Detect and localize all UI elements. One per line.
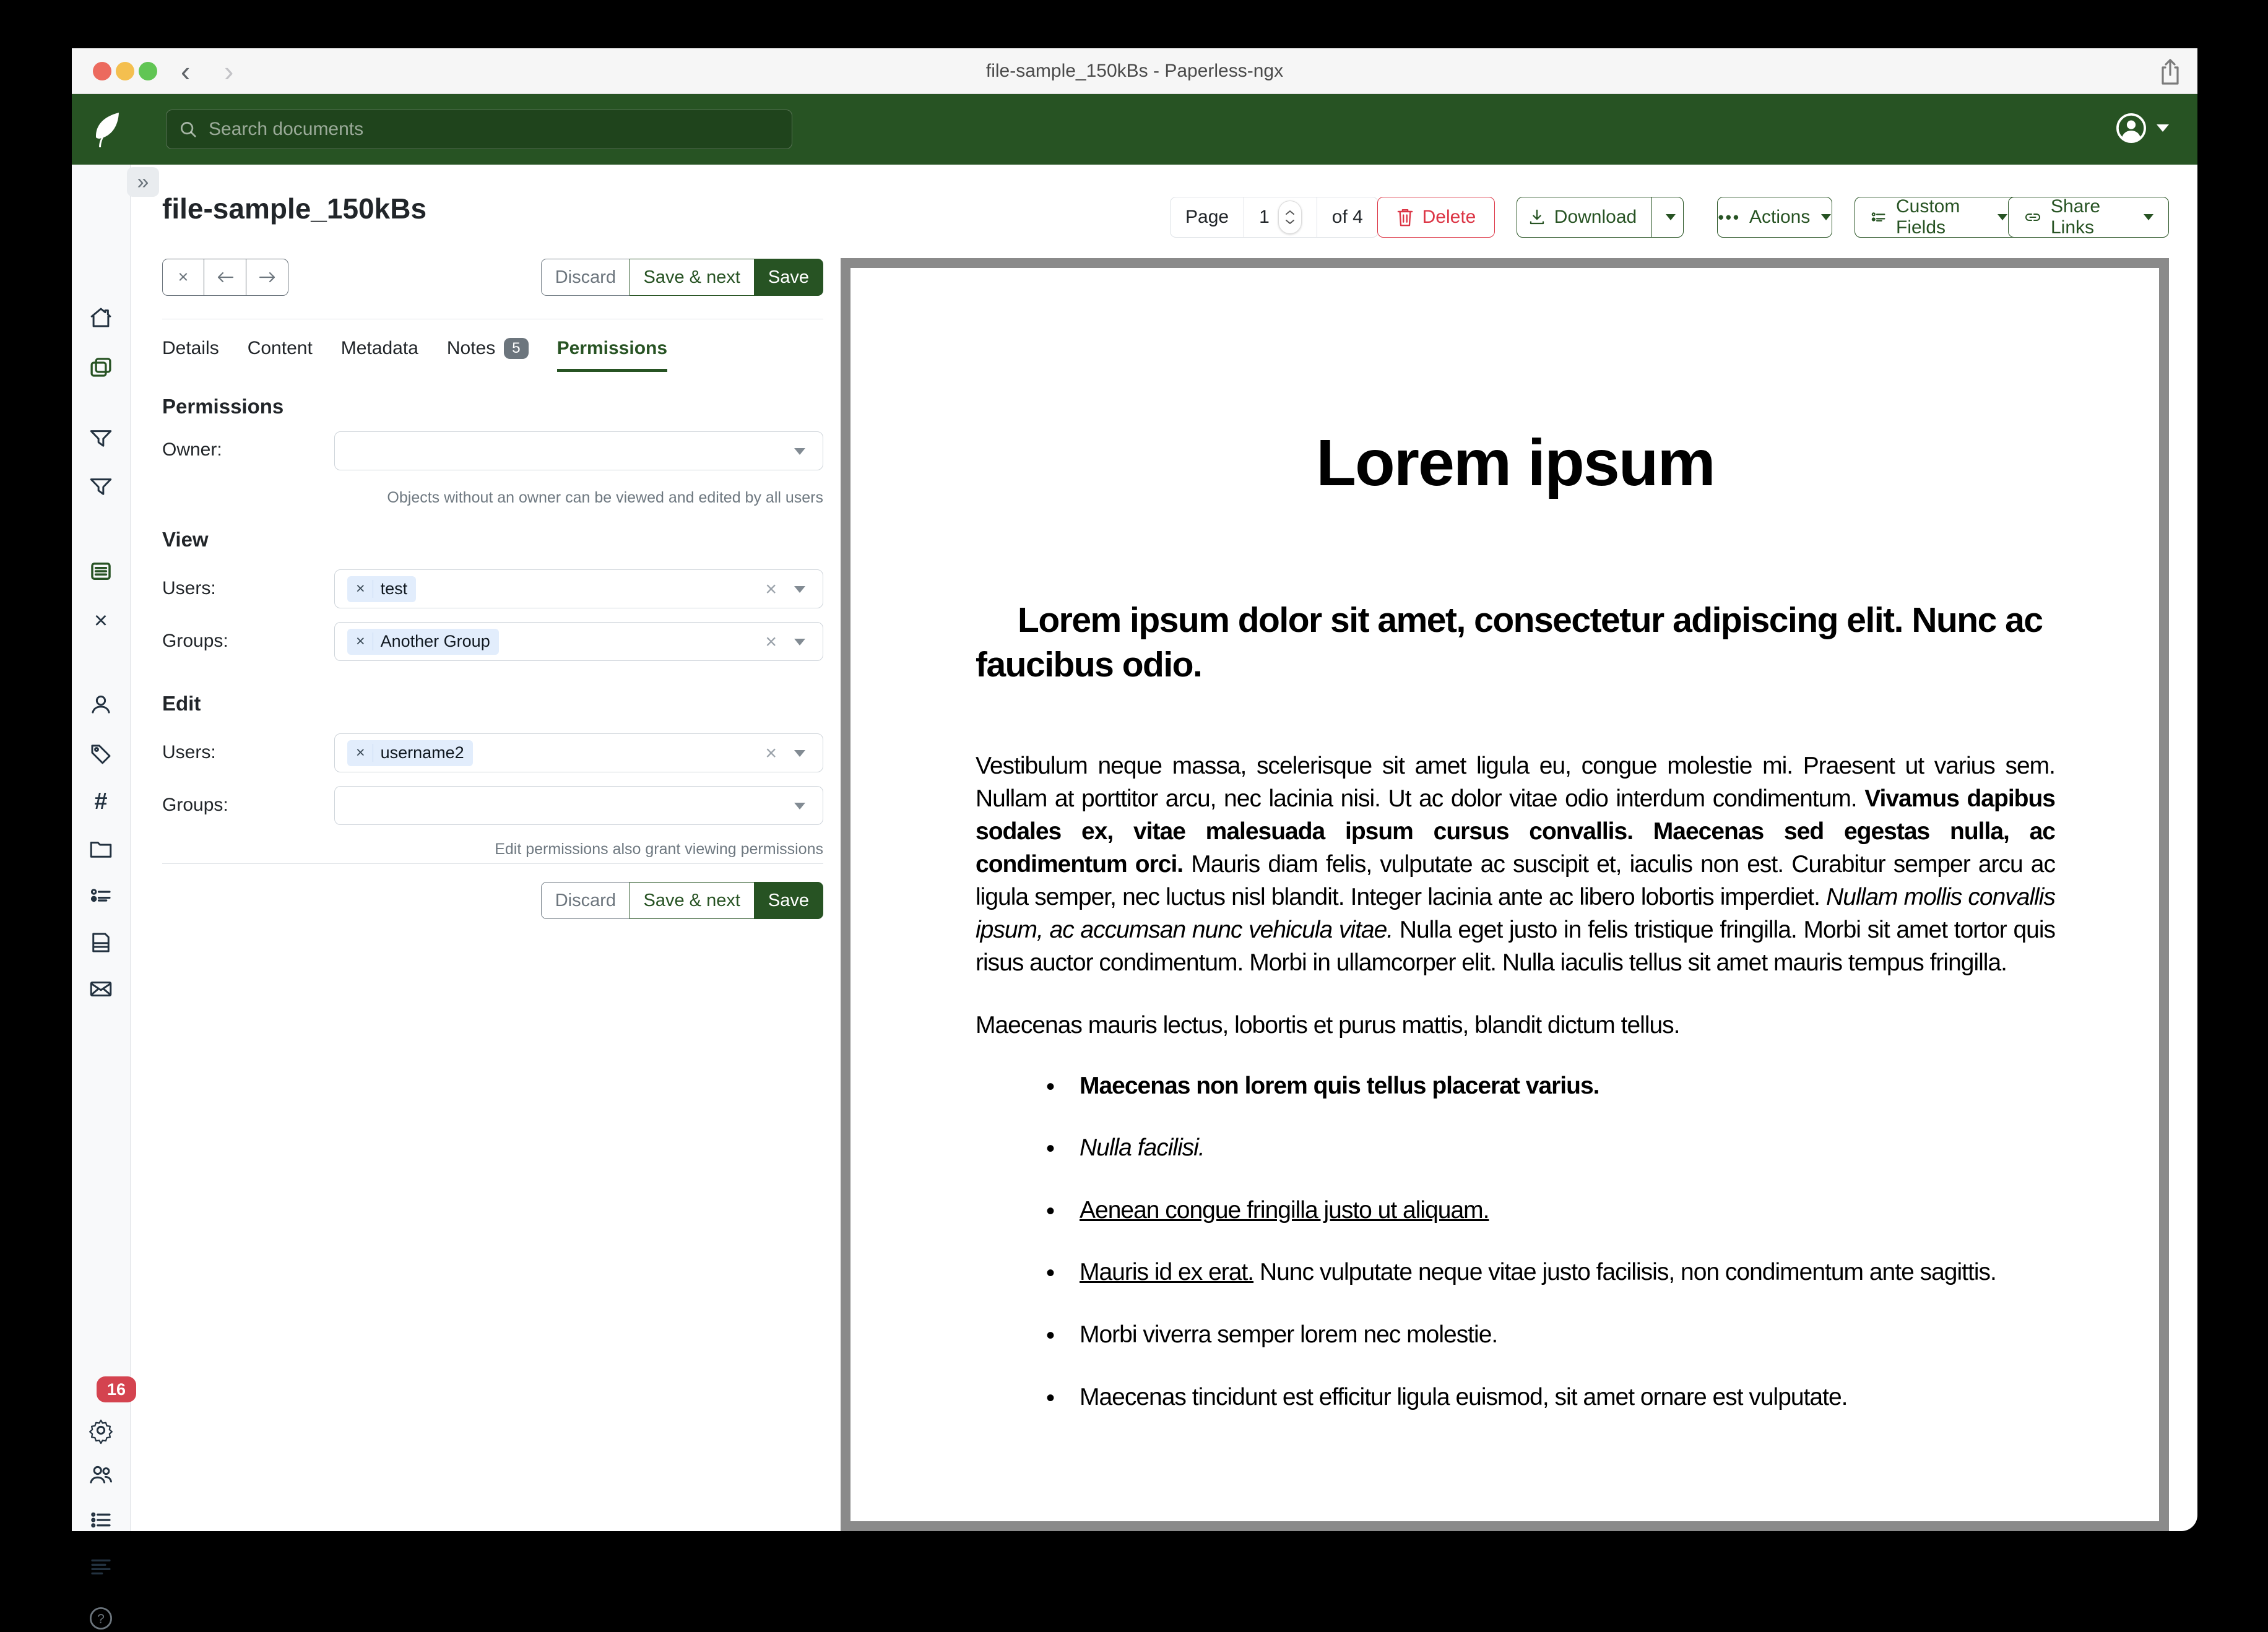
clear-selection-icon[interactable]: ×: [765, 630, 777, 652]
tab-metadata[interactable]: Metadata: [340, 338, 418, 358]
users-groups-icon[interactable]: [87, 1461, 115, 1488]
search-bar: [166, 110, 792, 149]
page-total-label: of 4: [1331, 207, 1363, 227]
view-groups-label: Groups:: [162, 631, 228, 651]
clear-selection-icon[interactable]: ×: [765, 741, 777, 764]
save-button[interactable]: Save: [755, 259, 823, 296]
list-item: • Mauris id ex erat. Nunc vulputate neque vitae justo facilisis, non condimentum ante sagittis.: [1080, 1255, 2055, 1290]
next-document-button[interactable]: [246, 259, 288, 296]
page-stepper[interactable]: [1278, 201, 1302, 234]
chevron-down-icon: [794, 639, 805, 645]
mail-icon[interactable]: [87, 975, 115, 1003]
storage-paths-folder-icon[interactable]: [87, 835, 115, 863]
tab-details[interactable]: Details: [162, 338, 219, 358]
document-bullet-list: [976, 1069, 2055, 1415]
selected-user-chip: × username2: [347, 740, 473, 766]
link-icon: [2023, 210, 2042, 225]
tab-content[interactable]: Content: [247, 338, 313, 358]
clear-selection-icon[interactable]: ×: [765, 577, 777, 600]
help-icon[interactable]: [87, 1605, 115, 1632]
search-input[interactable]: [207, 118, 779, 140]
chevron-down-icon: [2144, 214, 2153, 220]
share-icon[interactable]: [2158, 58, 2183, 86]
remove-tag-icon[interactable]: ×: [356, 744, 373, 762]
view-heading: View: [162, 528, 209, 551]
selected-user-chip: × test: [347, 576, 416, 602]
documents-icon[interactable]: [87, 353, 115, 381]
document-paragraph: Maecenas mauris lectus, lobortis et purus mattis, blandit dictum tellus.: [976, 1011, 1680, 1038]
close-button[interactable]: ×: [162, 259, 204, 296]
view-groups-select[interactable]: [334, 622, 823, 661]
permissions-heading: Permissions: [162, 395, 284, 418]
edit-users-select[interactable]: [334, 733, 823, 772]
search-icon: [179, 120, 197, 139]
list-item: • Maecenas tincidunt est efficitur ligula euismod, sit amet ornare est vulputate.: [1080, 1380, 2055, 1415]
remove-tag-icon[interactable]: ×: [356, 580, 373, 598]
custom-fields-icon: [1870, 209, 1887, 226]
chevron-down-icon: [794, 750, 805, 757]
document-preview-frame[interactable]: [841, 258, 2169, 1531]
download-button[interactable]: Download: [1517, 197, 1684, 238]
ellipsis-icon: •••: [1718, 207, 1741, 227]
macos-titlebar: [72, 48, 2197, 94]
notes-count-badge: 5: [504, 338, 528, 359]
edit-users-label: Users:: [162, 742, 216, 762]
page-label: Page: [1185, 207, 1229, 227]
sidebar-expand-button[interactable]: [127, 167, 159, 197]
document-tabs: [162, 338, 667, 372]
document-nav-group: [162, 259, 288, 296]
owner-help-text: Objects without an owner can be viewed and edited by all users: [387, 489, 823, 506]
remove-tag-icon[interactable]: ×: [356, 633, 373, 650]
account-menu[interactable]: [2116, 113, 2169, 144]
paperless-logo-icon[interactable]: [92, 110, 128, 149]
page-navigation-control: [1170, 197, 1379, 238]
chevron-down-icon: [794, 448, 805, 455]
user-avatar-icon: [2116, 113, 2147, 144]
chevron-down-icon: [2157, 124, 2169, 132]
window-title: file-sample_150kBs - Paperless-ngx: [985, 61, 1284, 81]
double-chevron-right-icon: »: [137, 170, 149, 194]
tasks-count-badge: 16: [97, 1376, 136, 1402]
download-icon: [1528, 208, 1546, 227]
discard-button[interactable]: Discard: [541, 882, 630, 919]
edit-groups-label: Groups:: [162, 795, 228, 815]
chevron-down-icon: [1666, 214, 1676, 220]
trash-icon: [1396, 207, 1414, 227]
selected-group-chip: × Another Group: [347, 629, 499, 655]
document-preview-heading: Lorem ipsum dolor sit amet, consectetur adipiscing elit. Nunc ac faucibus odio.: [976, 600, 2043, 684]
app-window: [72, 48, 2197, 1626]
chevron-down-icon: [1997, 214, 2007, 220]
history-forward-icon[interactable]: ›: [224, 55, 234, 87]
history-back-icon[interactable]: ‹: [181, 55, 191, 87]
custom-fields-icon[interactable]: [87, 883, 115, 910]
tab-notes[interactable]: Notes 5: [447, 338, 529, 369]
save-button[interactable]: Save: [755, 882, 823, 919]
saved-view-filter-icon[interactable]: [87, 425, 115, 452]
share-links-button[interactable]: Share Links: [2008, 197, 2169, 238]
chevron-down-icon: [1821, 214, 1831, 220]
save-and-next-button[interactable]: Save & next: [630, 882, 755, 919]
open-document-icon[interactable]: [87, 558, 115, 585]
document-preview-title: Lorem ipsum: [1316, 426, 1715, 499]
download-options-button[interactable]: [1651, 197, 1687, 237]
actions-button[interactable]: ••• Actions: [1717, 197, 1832, 238]
previous-document-button[interactable]: [204, 259, 246, 296]
page-number-value: 1: [1259, 207, 1270, 227]
document-types-icon[interactable]: #: [94, 788, 108, 814]
edit-help-text: Edit permissions also grant viewing permissions: [495, 840, 823, 858]
list-item: • Morbi viverra semper lorem nec molestie.: [1080, 1318, 2055, 1353]
view-users-select[interactable]: [334, 569, 823, 608]
discard-button[interactable]: Discard: [541, 259, 630, 296]
app-header: [72, 94, 2197, 165]
delete-button[interactable]: Delete: [1377, 197, 1495, 238]
tags-icon[interactable]: [87, 740, 115, 767]
custom-fields-button[interactable]: Custom Fields: [1855, 197, 2023, 238]
svg-text:?: ?: [97, 1612, 105, 1626]
document-title: file-sample_150kBs: [162, 192, 427, 225]
dashboard-home-icon[interactable]: [87, 304, 115, 331]
correspondents-icon[interactable]: [87, 691, 115, 718]
list-item: • Aenean congue fringilla justo ut aliquam.: [1080, 1193, 2055, 1228]
save-and-next-button[interactable]: Save & next: [630, 259, 755, 296]
pdf-page: [850, 426, 2159, 1415]
close-document-icon[interactable]: ×: [93, 608, 108, 634]
saved-view-filter-icon-2[interactable]: [87, 473, 115, 500]
save-button-group-bottom: [541, 882, 823, 919]
document-paragraph: Vestibulum neque massa, scelerisque sit amet ligula eu, congue molestie mi. Praesent ut varius sem. Nullam at porttitor arcu, nec lacinia nisi. Ut ac dolor vitae odio interdum condimentum. Vivamus dapibus sodales ex, vitae malesuada ipsum cursus convallis. Maecenas sed egestas nulla, ac condimentum orci. Mauris diam felis, vulputate ac suscipit et, iaculis non est. Curabitur semper arcu ac ligula semper, nec luctus nisl blandit. Integer lacinia ante ac libero lobortis imperdiet. Nullam mollis convallis ipsum, ac accumsan nunc vehicula vitae. Nulla eget justo in felis tristique fringilla. Morbi sit amet tortor quis risus auctor condimentum. Morbi in ullamcorper elit. Nulla iaculis tellus sit amet mauris tempus fringilla.: [976, 752, 2055, 976]
list-item: • Maecenas non lorem quis tellus placerat varius.: [1080, 1069, 2055, 1104]
list-item: • Nulla facilisi.: [1080, 1131, 2055, 1166]
owner-select[interactable]: [334, 431, 823, 470]
tab-permissions[interactable]: Permissions: [557, 338, 667, 372]
owner-label: Owner:: [162, 439, 222, 460]
divider: [162, 863, 823, 864]
edit-heading: Edit: [162, 692, 201, 715]
sidebar: [72, 165, 131, 1626]
page-number-input[interactable]: [1244, 197, 1317, 237]
chevron-down-icon: [794, 803, 805, 810]
edit-groups-select[interactable]: [334, 786, 823, 825]
logs-icon[interactable]: [87, 1553, 115, 1580]
save-button-group-top: [541, 259, 823, 296]
chevron-down-icon: [794, 586, 805, 593]
settings-gear-icon[interactable]: [87, 1417, 115, 1444]
tasks-icon[interactable]: [87, 1506, 115, 1534]
view-users-label: Users:: [162, 578, 216, 598]
file-icon[interactable]: [87, 929, 115, 956]
